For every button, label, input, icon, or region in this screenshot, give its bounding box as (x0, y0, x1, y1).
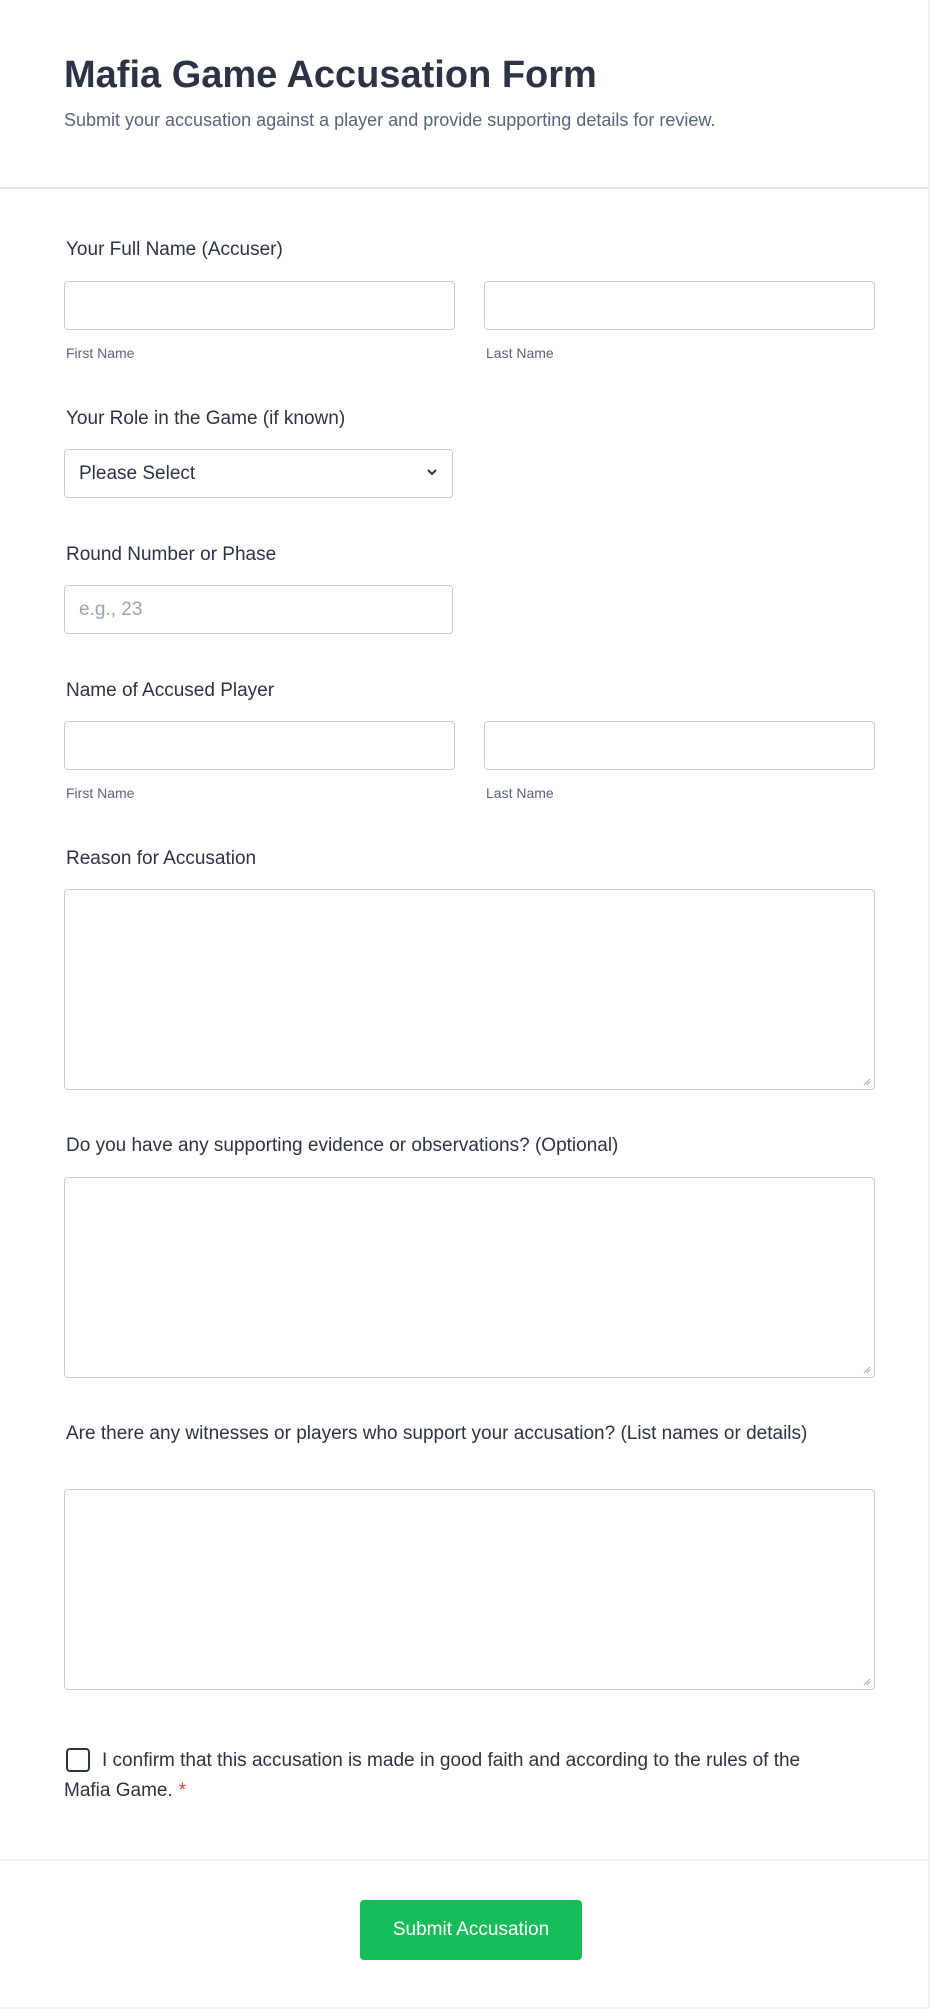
round-input[interactable] (64, 585, 453, 634)
header-divider (0, 187, 928, 189)
accused-last-name-input[interactable] (484, 721, 875, 770)
role-selected-value: Please Select (79, 462, 196, 484)
submit-button[interactable]: Submit Accusation (360, 1900, 582, 1960)
accused-first-name-hint: First Name (66, 785, 135, 801)
evidence-textarea[interactable] (64, 1177, 875, 1378)
confirm-text: I confirm that this accusation is made in good faith and according to the rules of the Mafia Game. (64, 1750, 801, 1801)
chevron-down-icon (424, 464, 440, 480)
accused-last-name-hint: Last Name (486, 785, 554, 801)
accused-name-label: Name of Accused Player (66, 680, 275, 701)
form-subtitle: Submit your accusation against a player and provide supporting details for review. (64, 110, 716, 130)
role-select[interactable] (64, 449, 453, 498)
required-asterisk: * (178, 1780, 187, 1801)
evidence-label: Do you have any supporting evidence or observations? (Optional) (66, 1135, 619, 1156)
accuser-name-label: Your Full Name (Accuser) (66, 239, 283, 260)
footer-divider (0, 1859, 928, 1861)
round-label: Round Number or Phase (66, 544, 277, 565)
form-title: Mafia Game Accusation Form (64, 54, 597, 96)
resize-grip-icon[interactable] (861, 1364, 871, 1374)
role-label: Your Role in the Game (if known) (66, 408, 346, 429)
accuser-last-name-hint: Last Name (486, 345, 554, 361)
accuser-first-name-input[interactable] (64, 281, 455, 330)
confirm-checkbox[interactable] (66, 1748, 90, 1772)
round-placeholder: e.g., 23 (79, 598, 143, 620)
accused-first-name-input[interactable] (64, 721, 455, 770)
reason-textarea[interactable] (64, 889, 875, 1090)
reason-label: Reason for Accusation (66, 848, 257, 869)
resize-grip-icon[interactable] (861, 1076, 871, 1086)
accuser-last-name-input[interactable] (484, 281, 875, 330)
confirm-label (64, 1746, 804, 1806)
witnesses-textarea[interactable] (64, 1489, 875, 1690)
resize-grip-icon[interactable] (861, 1676, 871, 1686)
witnesses-label: Are there any witnesses or players who support your accusation? (List names or details) (66, 1423, 808, 1444)
accuser-first-name-hint: First Name (66, 345, 135, 361)
